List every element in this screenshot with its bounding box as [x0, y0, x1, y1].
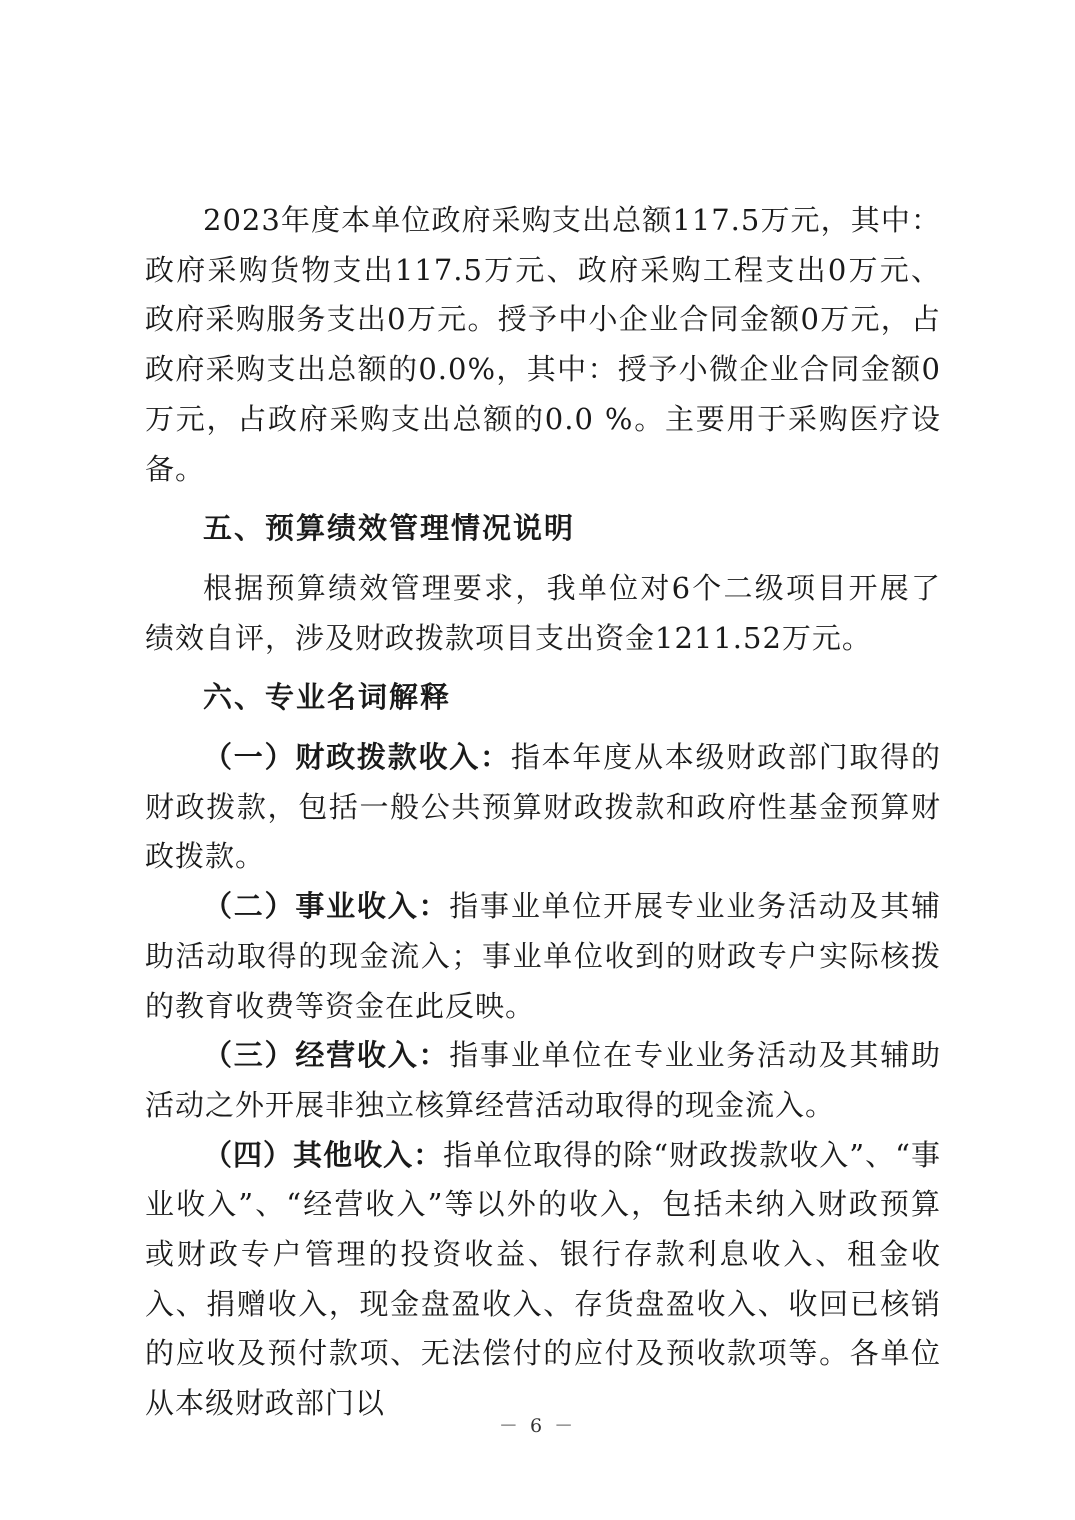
glossary-definition: 指单位取得的除“财政拨款收入”、“事业收入”、“经营收入”等以外的收入，包括未纳入财政预算或财政专户管理的投资收益、银行存款利息收入、租金收入、捐赠收入，现金盘盈收入、存货盘盈收入、收回已核销的应收及预付款项、无法偿付的应付及预收款项等。各单位从本级财政部门以 — [145, 1137, 941, 1421]
glossary-item-other-income — [145, 1131, 941, 1429]
procurement-paragraph: 2023年度本单位政府采购支出总额117.5万元，其中：政府采购货物支出117.5万元、政府采购工程支出0万元、政府采购服务支出0万元。授予中小企业合同金额0万元，占政府采购支出总额的0.0%，其中：授予小微企业合同金额0万元，占政府采购支出总额的0.0 %。主要用于采购医疗设备。 — [145, 203, 941, 486]
glossary-item-operating-income — [145, 1031, 941, 1130]
glossary-term: （三）经营收入： — [203, 1038, 450, 1073]
section-heading-performance: 五、预算绩效管理情况说明 — [203, 511, 576, 546]
page-number: － 6 － — [498, 1415, 577, 1437]
performance-paragraph: 根据预算绩效管理要求，我单位对6个二级项目开展了绩效自评，涉及财政拨款项目支出资金1211.52万元。 — [145, 570, 941, 655]
glossary-term: （四）其他收入： — [203, 1137, 444, 1172]
glossary-term: （一）财政拨款收入： — [203, 740, 511, 775]
glossary-item-business-income — [145, 882, 941, 1031]
glossary-definition: 指事业单位在专业业务活动及其辅助活动之外开展非独立核算经营活动取得的现金流入。 — [145, 1038, 941, 1122]
document-body — [145, 196, 941, 1429]
glossary-term: （二）事业收入： — [203, 889, 450, 924]
glossary-item-fiscal-income — [145, 733, 941, 882]
glossary-definition: 指事业单位开展专业业务活动及其辅助活动取得的现金流入；事业单位收到的财政专户实际核拨的教育收费等资金在此反映。 — [145, 889, 941, 1023]
glossary-definition: 指本年度从本级财政部门取得的财政拨款，包括一般公共预算财政拨款和政府性基金预算财政拨款。 — [145, 740, 941, 874]
section-heading-glossary: 六、专业名词解释 — [203, 680, 452, 715]
